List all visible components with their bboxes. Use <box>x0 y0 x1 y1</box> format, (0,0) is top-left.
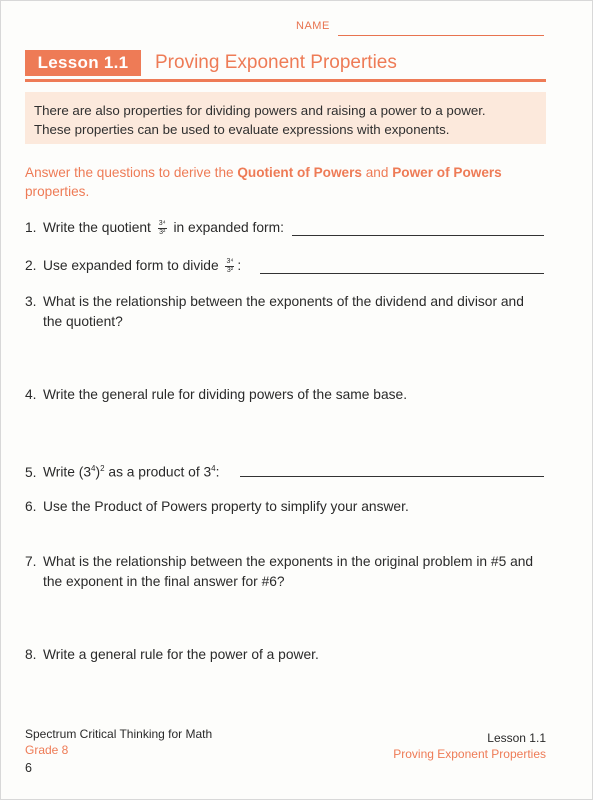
question-number: 2. <box>25 258 37 273</box>
question-text-after: as a product of 3 <box>104 464 212 480</box>
fraction-numerator: 3⁴ <box>226 257 234 265</box>
lesson-ref-title: Proving Exponent Properties <box>393 747 546 761</box>
page-number: 6 <box>25 761 32 775</box>
lesson-ref: Lesson 1.1 <box>487 731 546 745</box>
exponent: 4 <box>91 464 96 473</box>
question-text: Write the quotient <box>43 220 151 235</box>
question-text-after: : <box>237 258 242 273</box>
question-text: Write (3 <box>43 464 92 480</box>
directions-prefix: Answer the questions to derive the <box>25 165 238 180</box>
grade-label: Grade 8 <box>25 743 69 757</box>
question-4 <box>25 385 407 405</box>
name-field[interactable] <box>338 35 544 36</box>
question-text: What is the relationship between the exponents in the original problem in #5 and <box>43 554 534 569</box>
paren: ) <box>95 464 101 480</box>
question-text-cont: the quotient? <box>43 314 123 329</box>
question-text: Use expanded form to divide <box>43 258 219 273</box>
answer-line-2[interactable] <box>260 273 544 274</box>
directions-bold-power: Power of Powers <box>392 165 502 180</box>
intro-box <box>25 92 546 144</box>
question-text-after: in expanded form: <box>173 220 284 235</box>
directions-bold-quotient: Quotient of Powers <box>237 165 362 180</box>
directions-suffix: properties. <box>25 184 90 199</box>
question-number: 6. <box>25 499 37 514</box>
question-5 <box>25 459 219 483</box>
question-text-cont: the exponent in the final answer for #6? <box>43 574 285 589</box>
fraction-denominator: 3² <box>226 266 234 274</box>
book-title: Spectrum Critical Thinking for Math <box>25 727 213 741</box>
question-3 <box>25 292 555 332</box>
question-number: 5. <box>25 464 37 480</box>
fraction-numerator: 3⁴ <box>158 219 166 227</box>
fraction <box>225 258 234 275</box>
footer-book-info <box>25 726 212 758</box>
question-text: What is the relationship between the exponents of the dividend and divisor and <box>43 294 524 309</box>
answer-line-5[interactable] <box>240 476 544 477</box>
directions <box>25 163 546 201</box>
question-8 <box>25 645 319 665</box>
intro-line-2: These properties can be used to evaluate expressions with exponents. <box>34 122 450 137</box>
lesson-badge: Lesson 1.1 <box>25 50 141 76</box>
question-text: Write a general rule for the power of a power. <box>43 647 319 662</box>
question-2 <box>25 256 241 276</box>
question-number: 3. <box>25 294 37 309</box>
question-number: 8. <box>25 647 37 662</box>
intro-line-1: There are also properties for dividing powers and raising a power to a power. <box>34 103 486 118</box>
question-1 <box>25 218 284 238</box>
footer-lesson-info <box>393 730 546 762</box>
question-7 <box>25 552 555 592</box>
lesson-title: Proving Exponent Properties <box>155 52 397 73</box>
answer-line-1[interactable] <box>292 235 544 236</box>
fraction-denominator: 3² <box>159 228 166 236</box>
title-rule <box>25 79 546 82</box>
question-text: Write the general rule for dividing powers of the same base. <box>43 387 408 402</box>
directions-middle: and <box>361 165 393 180</box>
question-text: Use the Product of Powers property to simplify your answer. <box>43 499 409 514</box>
exponent: 2 <box>100 464 105 473</box>
fraction <box>158 220 167 237</box>
colon: : <box>215 464 220 480</box>
name-label: NAME <box>296 20 330 32</box>
question-number: 4. <box>25 387 37 402</box>
question-number: 1. <box>25 220 37 235</box>
question-number: 7. <box>25 554 37 569</box>
question-6 <box>25 497 409 517</box>
exponent: 4 <box>211 464 216 473</box>
